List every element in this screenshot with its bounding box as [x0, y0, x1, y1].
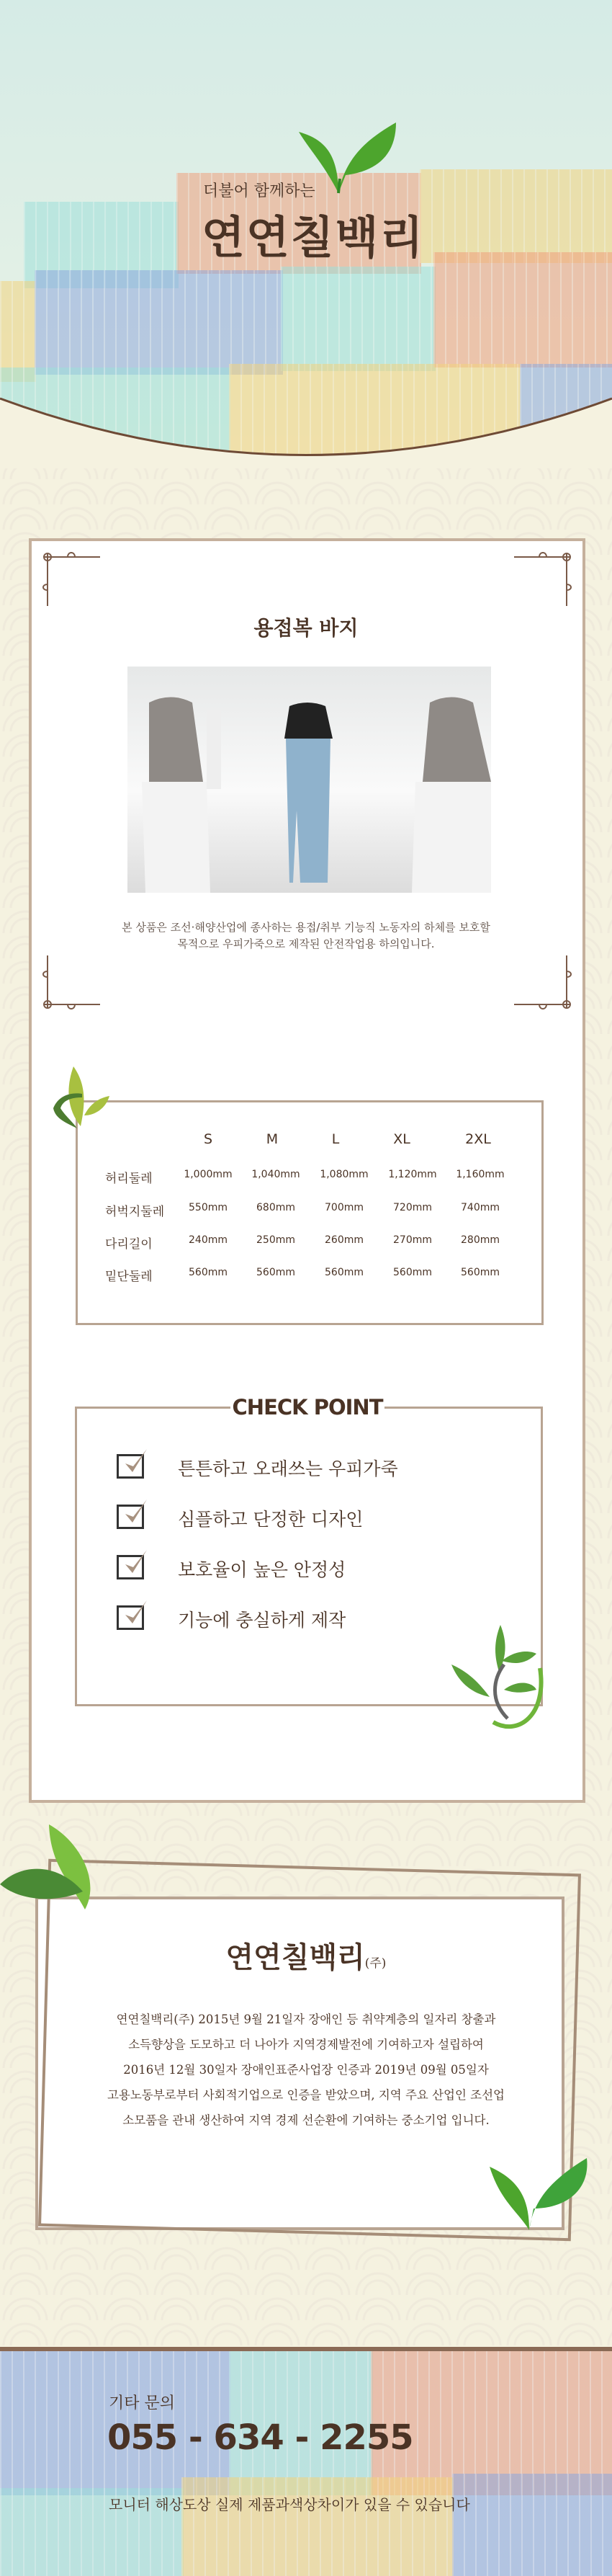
size-cell: 560mm: [189, 1267, 228, 1278]
description-line: 목적으로 우피가죽으로 제작된 안전작업용 하의입니다.: [177, 937, 435, 950]
checkmark-icon: [117, 1605, 144, 1630]
checkmark-icon: [117, 1454, 144, 1479]
checkpoint-item: [117, 1603, 346, 1632]
row-label: 허리둘레: [105, 1172, 153, 1186]
company-line: 소모품을 관내 생산하여 지역 경제 선순환에 기여하는 중소기업 입니다.: [122, 2113, 490, 2127]
hero-curve: [0, 389, 612, 468]
company-line: 고용노동부로부터 사회적기업으로 인증을 받았으며, 지역 주요 산업인 조선업: [107, 2088, 505, 2102]
phone-number[interactable]: 055 - 634 - 2255: [107, 2417, 413, 2458]
size-cell: 250mm: [256, 1234, 295, 1246]
size-cell: 680mm: [256, 1202, 295, 1213]
size-header-xl: XL: [393, 1131, 410, 1147]
size-header-l: L: [331, 1131, 340, 1147]
container-illustration: [35, 270, 283, 375]
checkpoint-text: 튼튼하고 오래쓰는 우피가죽: [178, 1458, 398, 1479]
company-title: [0, 1935, 612, 1976]
size-cell: 1,080mm: [320, 1169, 369, 1180]
sprout-leaf-icon: [486, 2158, 590, 2234]
size-cell: 260mm: [325, 1234, 364, 1246]
container-illustration: [452, 2474, 612, 2576]
checkpoint-text: 기능에 충실하게 제작: [178, 1610, 346, 1631]
size-cell: 240mm: [189, 1234, 228, 1246]
size-cell: 280mm: [461, 1234, 500, 1246]
corner-ornament-icon: [510, 548, 575, 613]
size-cell: 740mm: [461, 1202, 500, 1213]
hero-subtitle: 더불어 함께하는: [203, 182, 315, 200]
company-name: 연연칠백리: [225, 1940, 365, 1974]
container-illustration: [433, 252, 612, 367]
row-label: 허벅지둘레: [105, 1205, 165, 1219]
product-photo: [127, 667, 491, 893]
row-label: 밑단둘레: [105, 1270, 153, 1284]
size-header-2xl: 2XL: [465, 1131, 491, 1147]
checkmark-icon: [117, 1555, 144, 1579]
inquiry-label: 기타 문의: [109, 2394, 176, 2412]
leaf-decoration-icon: [0, 1823, 97, 1913]
container-illustration: [0, 281, 36, 382]
checkpoint-text: 심플하고 단정한 디자인: [178, 1509, 364, 1530]
size-cell: 560mm: [393, 1267, 432, 1278]
corner-ornament-icon: [39, 548, 104, 613]
size-cell: 550mm: [189, 1202, 228, 1213]
size-cell: 560mm: [461, 1267, 500, 1278]
container-illustration: [181, 2477, 454, 2576]
row-label: 다리길이: [105, 1237, 153, 1252]
size-cell: 1,000mm: [184, 1169, 233, 1180]
checkpoint-title: CHECK POINT: [230, 1395, 384, 1420]
size-header-s: S: [203, 1131, 213, 1147]
description-line: 본 상품은 조선·해양산업에 종사하는 용접/취부 기능직 노동자의 하체를 보호할: [122, 921, 490, 934]
size-cell: 720mm: [393, 1202, 432, 1213]
size-header-m: M: [266, 1131, 279, 1147]
corner-ornament-icon: [39, 948, 104, 1013]
company-suffix: (주): [364, 1956, 387, 1971]
product-description: [0, 919, 612, 953]
color-disclaimer: 모니터 해상도상 실제 제품과색상차이가 있을 수 있습니다: [109, 2496, 470, 2513]
branch-leaf-icon: [450, 1621, 558, 1729]
size-cell: 270mm: [393, 1234, 432, 1246]
size-cell: 700mm: [325, 1202, 364, 1213]
company-line: 2016년 12월 30일자 장애인표준사업장 인증과 2019년 09월 05일자: [123, 2063, 489, 2077]
leaf-cup-icon: [52, 1065, 109, 1130]
size-cell: 560mm: [325, 1267, 364, 1278]
company-line: 소득향상을 도모하고 더 나아가 지역경제발전에 기여하고자 설립하여: [128, 2038, 484, 2051]
checkpoint-item: [117, 1502, 364, 1531]
footer-contact: [0, 2347, 612, 2576]
checkpoint-text: 보호율이 높은 안정성: [178, 1559, 346, 1580]
checkpoint-item: [117, 1553, 346, 1582]
container-illustration: [281, 267, 436, 371]
product-title: 용접복 바지: [253, 616, 359, 640]
size-cell: 560mm: [256, 1267, 295, 1278]
corner-ornament-icon: [510, 948, 575, 1013]
container-illustration: [420, 169, 612, 263]
hero-brand-title: 연연칠백리: [202, 211, 425, 264]
checkpoint-item: [117, 1452, 398, 1481]
size-cell: 1,040mm: [251, 1169, 300, 1180]
company-description: [65, 2007, 547, 2133]
checkmark-icon: [117, 1505, 144, 1529]
size-cell: 1,120mm: [388, 1169, 437, 1180]
size-cell: 1,160mm: [456, 1169, 505, 1180]
company-line: 연연칠백리(주) 2015년 9월 21일자 장애인 등 취약계층의 일자리 창출과: [116, 2013, 496, 2026]
